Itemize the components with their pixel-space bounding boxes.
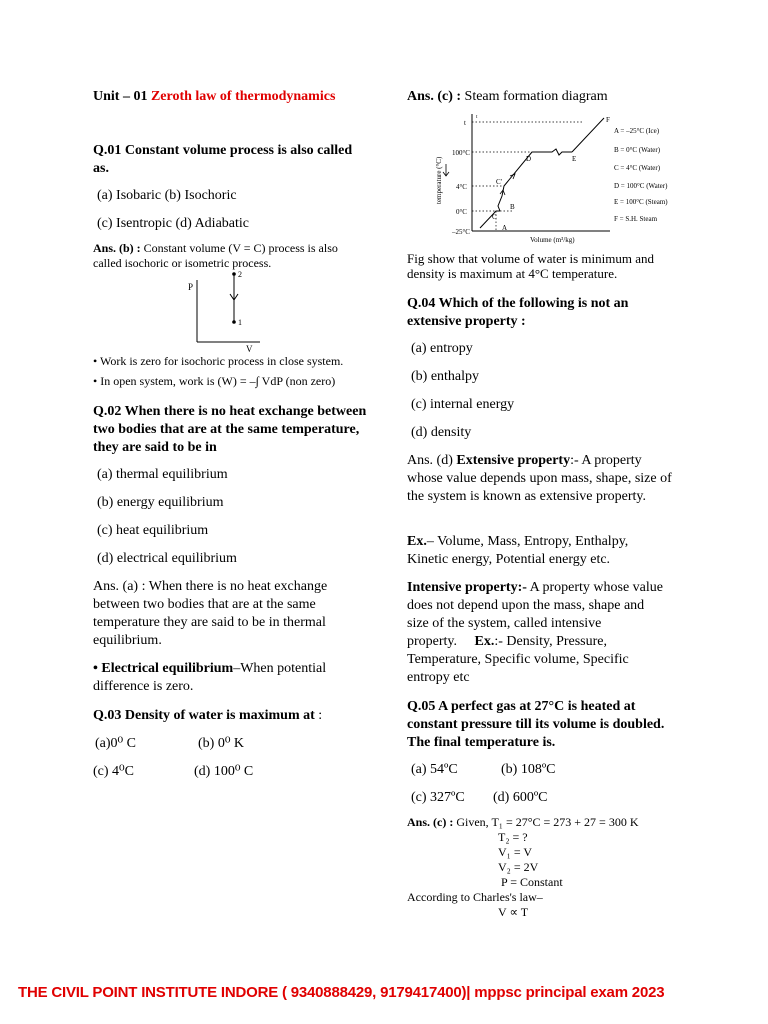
legend-d: D = 100°C (Water) (614, 182, 668, 190)
q5-charles-law: According to Charles's law– (407, 890, 543, 904)
unit-title: Zeroth law of thermodynamics (150, 89, 336, 104)
q5-v2: V₂ = 2V (498, 860, 539, 874)
q3-option-a: (a)0⁰ C (95, 736, 136, 751)
q3-answer-title: Steam formation diagram (461, 89, 608, 104)
point-c: C (492, 213, 497, 221)
point-d: D (526, 155, 532, 163)
extensive-examples-label: Ex. (407, 534, 427, 549)
q4-answer-label: Ans. (d) (407, 453, 457, 468)
q3-question-text: Q.03 Density of water is maximum at (93, 708, 315, 723)
q5-answer-label: Ans. (c) : (407, 815, 454, 829)
intensive-term: Intensive property:- (407, 580, 527, 595)
point-c-prime: C' (496, 178, 502, 186)
q3-answer-heading (407, 88, 608, 106)
q4-option-c: (c) internal energy (411, 397, 515, 412)
point-e: E (572, 155, 577, 163)
ice-heating-line (480, 211, 500, 228)
q5-option-b: (b) 108ºC (501, 762, 556, 777)
intensive-examples-label: Ex. (474, 634, 495, 649)
y-tick-4: 4°C (456, 183, 467, 191)
q1-note-2: • In open system, work is (W) = –∫ VdP (non zero) (93, 374, 336, 388)
q5-option-a: (a) 54ºC (411, 762, 458, 777)
q1-answer-text: Constant volume (V = C) process is also called isochoric or isometric process. (93, 241, 338, 270)
y-tick-t: t (464, 119, 466, 127)
q5-answer-given (407, 815, 707, 830)
legend-b: B = 0°C (Water) (614, 146, 661, 154)
q2-question: Q.02 When there is no heat exchange between two bodies that are at the same temperature, they are said to be in (93, 404, 367, 455)
q2-note (93, 660, 363, 696)
q3-option-b: (b) 0⁰ K (198, 736, 245, 751)
q1-note-1: • Work is zero for isochoric process in close system. (93, 354, 344, 368)
evaporation-line (532, 149, 572, 155)
steam-formation-diagram (432, 106, 712, 248)
superheat-line (572, 118, 604, 152)
q4-extensive-examples (407, 533, 662, 569)
q5-v1: V₁ = V (498, 845, 533, 859)
q4-option-d: (d) density (411, 425, 472, 440)
legend-a: A = –25°C (Ice) (614, 127, 660, 135)
legend-c: C = 4°C (Water) (614, 164, 661, 172)
q5-proportionality: V ∝ T (498, 905, 529, 919)
q5-option-d: (d) 600ºC (493, 790, 548, 805)
q1-answer-label: Ans. (b) : (93, 241, 141, 255)
q3-answer-label: Ans. (c) : (407, 89, 462, 104)
q2-note-text: –When potential difference is zero. (93, 661, 327, 694)
q2-option-b: (b) energy equilibrium (97, 495, 224, 510)
q3-question-colon: : (314, 708, 323, 723)
q2-note-term: • Electrical equilibrium (93, 661, 234, 676)
q2-option-a: (a) thermal equilibrium (97, 467, 228, 482)
institute-footer: THE CIVIL POINT INSTITUTE INDORE ( 9340888429, 9179417400)| mppsc principal exam 2023 (18, 984, 665, 1001)
state-point-1 (232, 320, 236, 324)
q3-figure-caption: Fig show that volume of water is minimum and density is maximum at 4°C temperature. (407, 251, 654, 281)
q4-question: Q.04 Which of the following is not an extensive property : (407, 296, 629, 329)
q4-option-a: (a) entropy (411, 341, 473, 356)
q4-intensive (407, 579, 669, 687)
q5-option-c: (c) 327ºC (411, 790, 465, 805)
isochoric-pv-diagram (180, 268, 270, 354)
y-tick-minus25: –25°C (452, 228, 470, 236)
point-2-label: 2 (238, 270, 242, 279)
state-point-2 (232, 272, 236, 276)
q5-pressure: P = Constant (501, 875, 563, 889)
p-axis-label: P (188, 282, 194, 292)
q2-answer: Ans. (a) : When there is no heat exchange between two bodies that are at the same temperature they are said to be in thermal equilibrium. (93, 579, 328, 648)
q3-question (93, 707, 373, 725)
unit-number: Unit – 01 (93, 89, 151, 104)
q2-option-d: (d) electrical equilibrium (97, 551, 237, 566)
legend-f: F = S.H. Steam (614, 215, 658, 223)
point-b: B (510, 203, 515, 211)
intensive-definition: A property whose value does not depend upon the mass, shape and size of the system, called intensive property. (407, 580, 663, 649)
point-a: A (502, 224, 508, 232)
point-f: F (606, 116, 610, 124)
x-axis-title: Volume (m³/kg) (530, 236, 575, 244)
tsup-label: t (476, 115, 478, 120)
unit-heading (93, 88, 335, 106)
extensive-examples-text: – Volume, Mass, Entropy, Enthalpy, Kinetic energy, Potential energy etc. (407, 534, 629, 567)
y-tick-0: 0°C (456, 208, 467, 216)
point-1-label: 1 (238, 318, 242, 327)
q5-question: Q.05 A perfect gas at 27°C is heated at constant pressure till its volume is doubled. The final temperature is. (407, 699, 665, 750)
q1-options-line1: (a) Isobaric (b) Isochoric (97, 188, 237, 203)
q2-option-c: (c) heat equilibrium (97, 523, 209, 538)
q3-option-c: (c) 4⁰C (93, 764, 134, 779)
q1-question: Q.01 Constant volume process is also called as. (93, 143, 353, 176)
legend-e: E = 100°C (Steam) (614, 198, 668, 206)
intensive-examples-text: :- Density, Pressure, Temperature, Specific volume, Specific entropy etc (407, 634, 629, 685)
y-axis-title: temperature (°C) (435, 156, 443, 204)
q1-options-line2: (c) Isentropic (d) Adiabatic (97, 216, 249, 231)
q4-option-b: (b) enthalpy (411, 369, 480, 384)
q1-answer (93, 241, 363, 271)
q5-t2: T₂ = ? (498, 830, 528, 844)
extensive-term: Extensive property (456, 453, 571, 468)
q4-answer-extensive (407, 452, 677, 506)
q5-given: Given, T₁ = 27°C = 273 + 27 = 300 K (453, 815, 639, 829)
extensive-definition: :- A property whose value depends upon mass, shape, size of the system is known as extensive property. (407, 453, 672, 504)
q3-option-d: (d) 100⁰ C (194, 764, 254, 779)
v-axis-label: V (246, 344, 253, 354)
y-tick-100: 100°C (452, 149, 470, 157)
